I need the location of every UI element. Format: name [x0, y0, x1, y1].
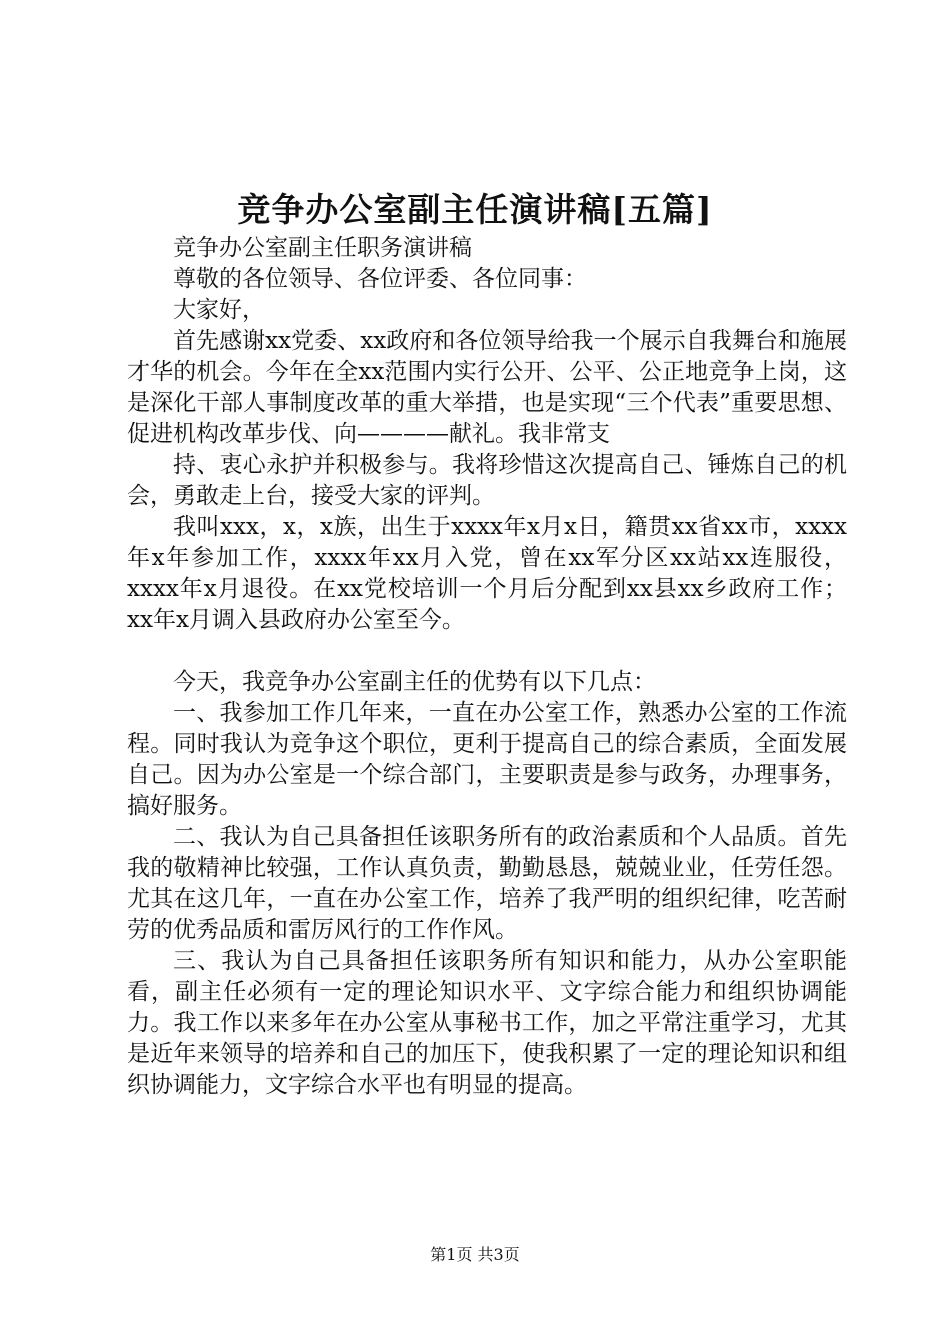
paragraph-greeting: 大家好，: [173, 297, 265, 323]
paragraph-subtitle: 竞争办公室副主任职务演讲稿: [173, 235, 472, 261]
paragraph-advantage-1: 一、我参加工作几年来，一直在办公室工作，熟悉办公室的工作流程。同时我认为竞争这个职位，更利于提高自己的综合素质，全面发展自己。因为办公室是一个综合部门，主要职责是参与政务，办理事务，搞好服务。: [127, 700, 847, 819]
paragraph-advantage-3: 三、我认为自己具备担任该职务所有知识和能力，从办公室职能看，副主任必须有一定的理论知识水平、文字综合能力和组织协调能力。我工作以来多年在办公室从事秘书工作，加之平常注重学习，尤其是近年来领导的培养和自己的加压下，使我积累了一定的理论知识和组织协调能力，文字综合水平也有明显的提高。: [127, 948, 847, 1098]
document-title: 竞争办公室副主任演讲稿[五篇]: [237, 190, 713, 229]
paragraph-salutation: 尊敬的各位领导、各位评委、各位同事：: [173, 266, 587, 292]
paragraph-introduction: 我叫xxx，x，x族，出生于xxxx年x月x日，籍贯xx省xx市，xxxx年x年参加工作，xxxx年xx月入党，曾在xx军分区xx站xx连服役，xxxx年x月退役。在xx党校培训一个月后分配到xx县xx乡政府工作；xx年x月调入县政府办公室至今。: [127, 514, 847, 633]
paragraph-advantage-2: 二、我认为自己具备担任该职务所有的政治素质和个人品质。首先我的敬精神比较强，工作认真负责，勤勤恳恳，兢兢业业，任劳任怨。尤其在这几年，一直在办公室工作，培养了我严明的组织纪律，吃苦耐劳的优秀品质和雷厉风行的工作作风。: [127, 824, 847, 943]
paragraph-advantages-intro: 今天，我竞争办公室副主任的优势有以下几点：: [173, 669, 656, 695]
paragraph-thanks: 首先感谢xx党委、xx政府和各位领导给我一个展示自我舞台和施展才华的机会。今年在全xx范围内实行公开、公平、公正地竞争上岗，这是深化干部人事制度改革的重大举措，也是实现“三个代表”重要思想、促进机构改革步伐、向————献礼。我非常支: [127, 328, 847, 447]
document-body: [127, 233, 847, 1101]
page-number: 第1页 共3页: [430, 1245, 520, 1264]
paragraph-support: 持、衷心永护并积极参与。我将珍惜这次提高自己、锤炼自己的机会，勇敢走上台，接受大家的评判。: [127, 452, 847, 509]
